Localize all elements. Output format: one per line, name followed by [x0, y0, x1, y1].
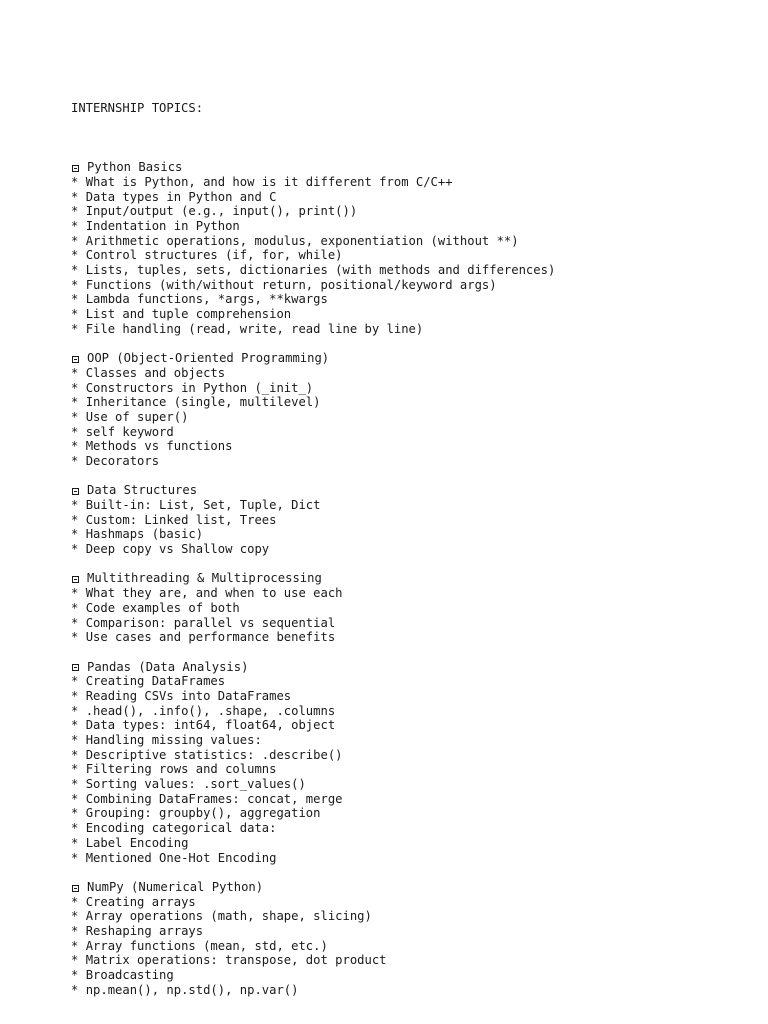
document-page	[71, 72, 751, 1012]
list-item	[71, 704, 751, 719]
bullet-marker: *	[71, 909, 86, 924]
square-bullet-icon	[72, 165, 79, 172]
bullet-marker: *	[71, 703, 86, 718]
list-item	[71, 454, 751, 469]
section-heading	[71, 483, 751, 498]
bullet-marker: *	[71, 512, 86, 527]
list-item-text: Label Encoding	[85, 835, 189, 850]
list-item-text: Grouping: groupby(), aggregation	[85, 806, 321, 821]
list-item-text: np.mean(), np.std(), np.var()	[85, 982, 299, 997]
list-item	[71, 983, 751, 998]
list-item	[71, 630, 751, 645]
list-item	[71, 733, 751, 748]
bullet-marker: *	[71, 923, 86, 938]
document-title: INTERNSHIP TOPICS:	[71, 101, 204, 116]
list-item	[71, 806, 751, 821]
list-item-text: List and tuple comprehension	[85, 307, 292, 322]
bullet-marker: *	[71, 688, 86, 703]
list-item-text: Combining DataFrames: concat, merge	[85, 791, 343, 806]
bullet-marker: *	[71, 747, 86, 762]
bullet-marker: *	[71, 453, 86, 468]
list-item-text: Control structures (if, for, while)	[85, 248, 343, 263]
list-item-text: Sorting values: .sort_values()	[85, 777, 306, 792]
bullet-marker: *	[71, 777, 86, 792]
list-item-text: .head(), .info(), .shape, .columns	[85, 703, 336, 718]
bullet-marker: *	[71, 762, 86, 777]
list-item	[71, 851, 751, 866]
list-item	[71, 836, 751, 851]
bullet-marker: *	[71, 850, 86, 865]
list-item-text: Lambda functions, *args, **kwargs	[85, 292, 328, 307]
list-item	[71, 410, 751, 425]
list-item	[71, 307, 751, 322]
list-item-text: Functions (with/without return, positional/keyword args)	[85, 277, 497, 292]
list-item	[71, 263, 751, 278]
bullet-marker: *	[71, 204, 86, 219]
bullet-marker: *	[71, 615, 86, 630]
list-item-text: Array operations (math, shape, slicing)	[85, 909, 372, 924]
list-item	[71, 175, 751, 190]
list-item-text: Data types in Python and C	[85, 189, 277, 204]
section-heading	[71, 351, 751, 366]
list-item-text: Mentioned One-Hot Encoding	[85, 850, 277, 865]
bullet-marker: *	[71, 365, 86, 380]
list-item-text: Input/output (e.g., input(), print())	[85, 204, 358, 219]
list-item	[71, 513, 751, 528]
bullet-marker: *	[71, 292, 86, 307]
list-item	[71, 968, 751, 983]
list-item-text: Array functions (mean, std, etc.)	[85, 938, 328, 953]
list-item-text: Hashmaps (basic)	[85, 527, 204, 542]
list-item-text: Deep copy vs Shallow copy	[85, 542, 270, 557]
bullet-marker: *	[71, 321, 86, 336]
list-item	[71, 777, 751, 792]
bullet-marker: *	[71, 307, 86, 322]
list-item-text: Code examples of both	[85, 600, 240, 615]
list-item	[71, 395, 751, 410]
topic-section	[71, 571, 751, 644]
list-item-text: Reading CSVs into DataFrames	[85, 688, 292, 703]
list-item	[71, 924, 751, 939]
bullet-marker: *	[71, 586, 86, 601]
list-item-text: Matrix operations: transpose, dot product	[85, 953, 387, 968]
topic-section	[71, 483, 751, 556]
bullet-marker: *	[71, 953, 86, 968]
list-item	[71, 381, 751, 396]
list-item-text: Encoding categorical data:	[85, 821, 277, 836]
list-item-text: Lists, tuples, sets, dictionaries (with methods and differences)	[85, 263, 556, 277]
list-item	[71, 689, 751, 704]
topic-section	[71, 351, 751, 469]
list-item	[71, 292, 751, 307]
bullet-marker: *	[71, 938, 86, 953]
bullet-marker: *	[71, 409, 86, 424]
list-item	[71, 498, 751, 513]
list-item-text: Methods vs functions	[85, 439, 233, 454]
list-item	[71, 674, 751, 689]
list-item-text: Reshaping arrays	[85, 923, 204, 938]
list-item-text: File handling (read, write, read line by line)	[85, 321, 424, 336]
topic-sections	[71, 160, 751, 997]
bullet-marker: *	[71, 189, 86, 204]
section-heading-text: Multithreading & Multiprocessing	[87, 571, 322, 586]
bullet-marker: *	[71, 498, 86, 512]
list-item-text: What they are, and when to use each	[85, 586, 343, 601]
list-item	[71, 895, 751, 910]
list-item-text: What is Python, and how is it different from C/C++	[85, 174, 453, 189]
list-item-text: Creating DataFrames	[85, 674, 226, 689]
list-item	[71, 542, 751, 557]
square-bullet-icon	[72, 576, 79, 583]
bullet-marker: *	[71, 894, 86, 909]
list-item	[71, 953, 751, 968]
list-item	[71, 909, 751, 924]
section-heading	[71, 160, 751, 175]
list-item-text: Comparison: parallel vs sequential	[85, 615, 336, 630]
list-item-text: Use of super()	[85, 409, 189, 424]
list-item	[71, 425, 751, 440]
bullet-marker: *	[71, 718, 86, 733]
bullet-marker: *	[71, 174, 86, 189]
section-heading-text: OOP (Object-Oriented Programming)	[87, 351, 330, 366]
list-item	[71, 601, 751, 616]
topic-section	[71, 660, 751, 866]
bullet-marker: *	[71, 263, 86, 277]
section-heading-text: Pandas (Data Analysis)	[87, 659, 249, 674]
list-item	[71, 718, 751, 733]
list-item	[71, 322, 751, 337]
bullet-marker: *	[71, 674, 86, 689]
bullet-marker: *	[71, 248, 86, 263]
bullet-marker: *	[71, 395, 86, 410]
bullet-marker: *	[71, 380, 86, 395]
list-item-text: Classes and objects	[85, 365, 226, 380]
bullet-marker: *	[71, 806, 86, 821]
section-heading	[71, 571, 751, 586]
bullet-marker: *	[71, 630, 86, 645]
list-item	[71, 792, 751, 807]
list-item-text: Handling missing values:	[85, 733, 262, 747]
bullet-marker: *	[71, 233, 86, 248]
square-bullet-icon	[72, 664, 79, 671]
list-item-text: Custom: Linked list, Trees	[85, 512, 277, 527]
list-item-text: Constructors in Python (_init_)	[85, 380, 314, 395]
section-heading	[71, 660, 751, 675]
bullet-marker: *	[71, 600, 86, 615]
bullet-marker: *	[71, 439, 86, 454]
list-item-text: Inheritance (single, multilevel)	[85, 395, 321, 410]
bullet-marker: *	[71, 835, 86, 850]
list-item-text: Filtering rows and columns	[85, 762, 277, 777]
list-item	[71, 527, 751, 542]
square-bullet-icon	[72, 885, 79, 892]
section-heading	[71, 880, 751, 895]
list-item	[71, 821, 751, 836]
list-item-text: Data types: int64, float64, object	[85, 718, 336, 733]
list-item	[71, 748, 751, 763]
list-item	[71, 248, 751, 263]
topic-section	[71, 160, 751, 336]
bullet-marker: *	[71, 542, 86, 557]
bullet-marker: *	[71, 733, 86, 747]
bullet-marker: *	[71, 277, 86, 292]
square-bullet-icon	[72, 356, 79, 363]
bullet-marker: *	[71, 968, 86, 982]
list-item-text: Decorators	[85, 453, 160, 468]
bullet-marker: *	[71, 424, 86, 439]
list-item	[71, 762, 751, 777]
bullet-marker: *	[71, 791, 86, 806]
list-item	[71, 366, 751, 381]
square-bullet-icon	[72, 488, 79, 495]
bullet-marker: *	[71, 527, 86, 542]
list-item	[71, 439, 751, 454]
list-item-text: Broadcasting	[85, 968, 174, 982]
bullet-marker: *	[71, 982, 86, 997]
list-item	[71, 616, 751, 631]
list-item-text: Descriptive statistics: .describe()	[85, 747, 343, 762]
section-heading-text: Data Structures	[87, 483, 198, 498]
list-item-text: self keyword	[85, 424, 174, 439]
bullet-marker: *	[71, 821, 86, 836]
section-heading-text: Python Basics	[87, 160, 183, 175]
list-item	[71, 219, 751, 234]
list-item-text: Creating arrays	[85, 894, 196, 909]
list-item	[71, 234, 751, 249]
list-item-text: Use cases and performance benefits	[85, 630, 336, 645]
list-item	[71, 278, 751, 293]
list-item-text: Indentation in Python	[85, 218, 240, 233]
list-item-text: Arithmetic operations, modulus, exponentiation (without **)	[85, 233, 519, 248]
list-item	[71, 939, 751, 954]
list-item	[71, 190, 751, 205]
section-heading-text: NumPy (Numerical Python)	[87, 879, 264, 894]
list-item	[71, 586, 751, 601]
list-item	[71, 204, 751, 219]
list-item-text: Built-in: List, Set, Tuple, Dict	[85, 498, 321, 512]
bullet-marker: *	[71, 218, 86, 233]
topic-section	[71, 880, 751, 998]
